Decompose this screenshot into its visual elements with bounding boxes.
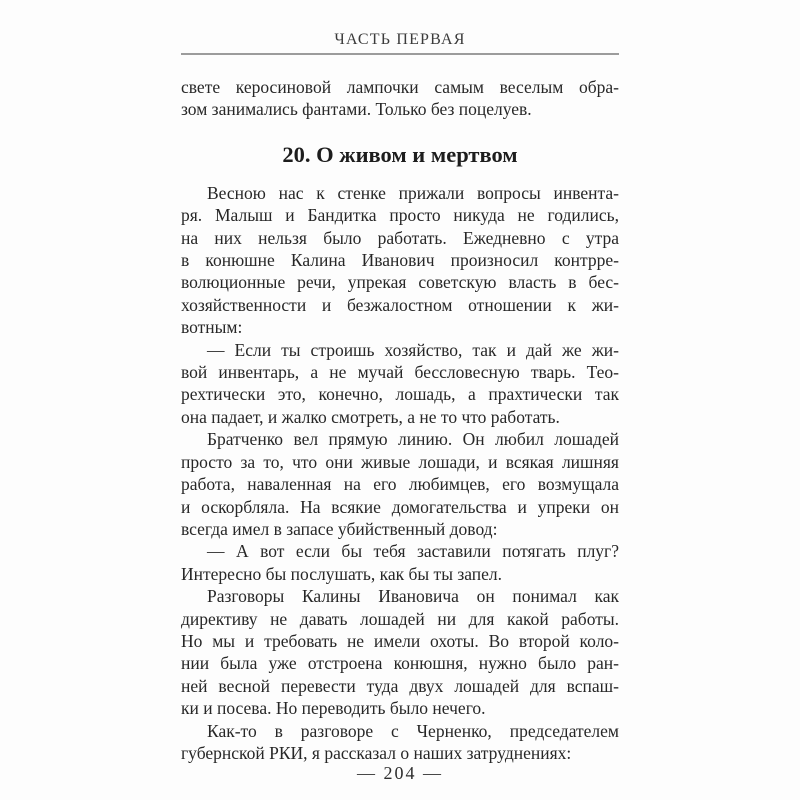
text-line: волюционные речи, упрекая советскую власть в бес- bbox=[181, 272, 619, 293]
text-line: губернской РКИ, я рассказал о наших затруднениях: bbox=[181, 742, 572, 763]
text-line: Разговоры Калины Ивановича он понимал как bbox=[207, 586, 619, 607]
continuation-paragraph bbox=[181, 76, 619, 121]
text-line: Интересно бы послушать, как бы ты запел. bbox=[181, 563, 503, 584]
running-header bbox=[181, 0, 619, 55]
text-line: зом занимались фантами. Только без поцелуев. bbox=[181, 99, 532, 120]
text-line: ря. Малыш и Бандитка просто никуда не годились, bbox=[181, 205, 619, 226]
text-line: в конюшне Калина Иванович произносил контрре- bbox=[181, 250, 619, 271]
text-line: ней весной перевести туда двух лошадей для вспаш- bbox=[181, 675, 619, 696]
running-header-rule bbox=[181, 53, 619, 55]
text-line: вой инвентарь, а не мучай бессловесную тварь. Тео- bbox=[181, 362, 619, 383]
text-line: нии была уже отстроена конюшня, нужно было ран- bbox=[181, 653, 619, 674]
text-line: директиву не давать лошадей ни для какой работы. bbox=[181, 608, 619, 629]
text-line: Братченко вел прямую линию. Он любил лошадей bbox=[207, 429, 619, 450]
text-line: хозяйственности и безжалостном отношении к жи- bbox=[181, 294, 619, 315]
text-line: и оскорбляла. На всякие домогательства и упреки он bbox=[181, 496, 619, 517]
page-text bbox=[181, 76, 619, 764]
text-line: Как-то в разговоре с Черненко, председателем bbox=[207, 720, 619, 741]
page-number: — 204 — bbox=[357, 763, 443, 783]
text-line: — Если ты строишь хозяйство, так и дай же жи- bbox=[207, 339, 619, 360]
text-line: всегда имел в запасе убийственный довод: bbox=[181, 518, 498, 539]
text-line: ки и посева. Но переводить было нечего. bbox=[181, 698, 486, 719]
paragraphs-container bbox=[181, 182, 619, 765]
text-line: рехтически это, конечно, лошадь, а прахтически так bbox=[181, 384, 619, 405]
text-column bbox=[181, 0, 619, 764]
running-header-title: ЧАСТЬ ПЕРВАЯ bbox=[334, 31, 466, 48]
text-line: работа, наваленная на его любимцев, его возмущала bbox=[181, 474, 619, 495]
text-line: — А вот если бы тебя заставили потягать плуг? bbox=[207, 541, 619, 562]
text-line: вотным: bbox=[181, 317, 243, 338]
text-line: она падает, и жалко смотреть, а не то что работать. bbox=[181, 406, 560, 427]
text-line: свете керосиновой лампочки самым веселым обра- bbox=[181, 77, 619, 97]
text-line: Весною нас к стенке прижали вопросы инвента- bbox=[207, 182, 619, 203]
text-line: просто за то, что они живые лошади, и всякая лишняя bbox=[181, 451, 619, 472]
chapter-heading: 20. О живом и мертвом bbox=[282, 141, 518, 167]
text-line: Но мы и требовать не имели охоты. Во второй коло- bbox=[181, 630, 619, 651]
text-line: на них нельзя было работать. Ежедневно с утра bbox=[181, 227, 619, 248]
